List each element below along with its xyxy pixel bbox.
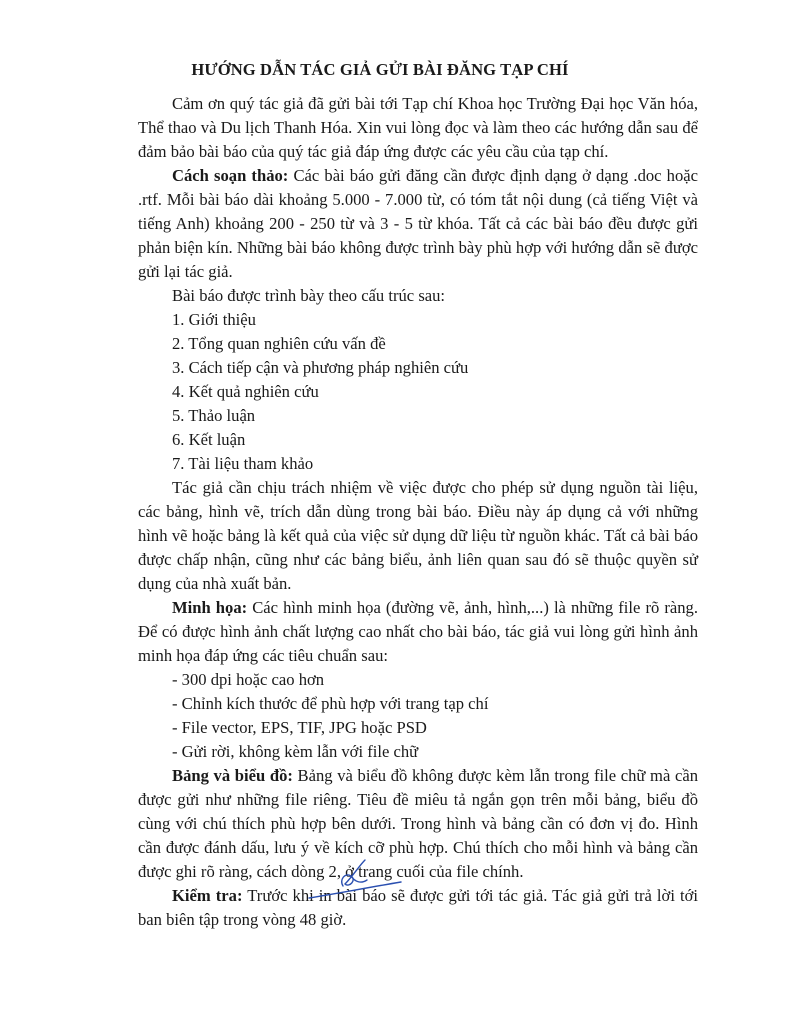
responsibility-paragraph: Tác giả cần chịu trách nhiệm về việc được cho phép sử dụng nguồn tài liệu, các bảng, hình vẽ, trích dẫn dùng trong bài báo. Điều này áp dụng cả với những hình vẽ hoặc bảng là kết quả của việc sử dụng dữ liệu từ nguồn khác. Tất cả bài báo được chấp nhận, cũng như các bảng biểu, ảnh liên quan sau đó sẽ thuộc quyền sử dụng của nhà xuất bản. [138,478,698,593]
structure-item: 1. Giới thiệu [172,310,256,329]
structure-intro: Bài báo được trình bày theo cấu trúc sau: [172,286,446,305]
structure-list [138,308,698,476]
drafting-text: Các bài báo gửi đăng cần được định dạng ở dạng .doc hoặc .rtf. Mỗi bài báo dài khoảng 5.000 - 7.000 từ, có tóm tắt nội dung (cả tiếng Việt và tiếng Anh) khoảng 200 - 250 từ và 3 - 5 từ khóa. Tất cả các bài báo đều được gửi phản biện kín. Những bài báo không được trình bày phù hợp với hướng dẫn sẽ được gửi lại tác giả. [138,166,698,281]
drafting-label: Cách soạn thảo: [172,166,289,185]
tables-text: Bảng và biểu đồ không được kèm lẫn trong file chữ mà cần được gửi như những file riêng. Tiêu đề miêu tả ngắn gọn trên mỗi bảng, biểu đồ cùng với chú thích phù hợp bên dưới. Trong hình và bảng cần có đơn vị đo. Hình cần được đánh dấu, lưu ý về kích cỡ phù hợp. Chú thích cho mỗi hình và bảng cần được ghi rõ ràng, cách dòng 2, ở trang cuối của file chính. [138,766,698,881]
structure-item: 7. Tài liệu tham khảo [172,454,314,473]
illustration-item: - Gửi rời, không kèm lẫn với file chữ [172,742,419,761]
illustration-label: Minh họa: [172,598,248,617]
document-body [138,92,698,932]
illustration-list [138,668,698,764]
structure-item: 4. Kết quả nghiên cứu [172,382,319,401]
illustration-paragraph [138,596,698,668]
structure-item: 6. Kết luận [172,430,246,449]
illustration-item: - 300 dpi hoặc cao hơn [172,670,325,689]
intro-paragraph: Cảm ơn quý tác giả đã gửi bài tới Tạp chí Khoa học Trường Đại học Văn hóa, Thể thao và Du lịch Thanh Hóa. Xin vui lòng đọc và làm theo các hướng dẫn sau để đảm bảo bài báo của quý tác giả đáp ứng được các yêu cầu của tạp chí. [138,94,698,161]
signature-stroke [309,882,401,898]
illustration-item: - File vector, EPS, TIF, JPG hoặc PSD [172,718,427,737]
structure-item: 5. Thảo luận [172,406,256,425]
tables-label: Bảng và biểu đồ: [172,766,293,785]
structure-item: 2. Tổng quan nghiên cứu vấn đề [172,334,386,353]
drafting-paragraph [138,164,698,284]
check-label: Kiểm tra: [172,886,243,905]
check-text: Trước khi in bài báo sẽ được gửi tới tác giả. Tác giả gửi trả lời tới ban biên tập trong vòng 48 giờ. [138,886,698,929]
signature-mark [305,858,405,902]
illustration-text: Các hình minh họa (đường vẽ, ảnh, hình,...) là những file rõ ràng. Để có được hình ảnh chất lượng cao nhất cho bài báo, tác giả vui lòng gửi hình ảnh minh họa đáp ứng các tiêu chuẩn sau: [138,598,698,665]
signature-stroke [342,860,367,886]
structure-item: 3. Cách tiếp cận và phương pháp nghiên cứu [172,358,469,377]
check-paragraph [138,884,698,932]
tables-paragraph [138,764,698,884]
page-title: HƯỚNG DẪN TÁC GIẢ GỬI BÀI ĐĂNG TẠP CHÍ [191,60,569,79]
illustration-item: - Chỉnh kích thước để phù hợp với trang tạp chí [172,694,489,713]
